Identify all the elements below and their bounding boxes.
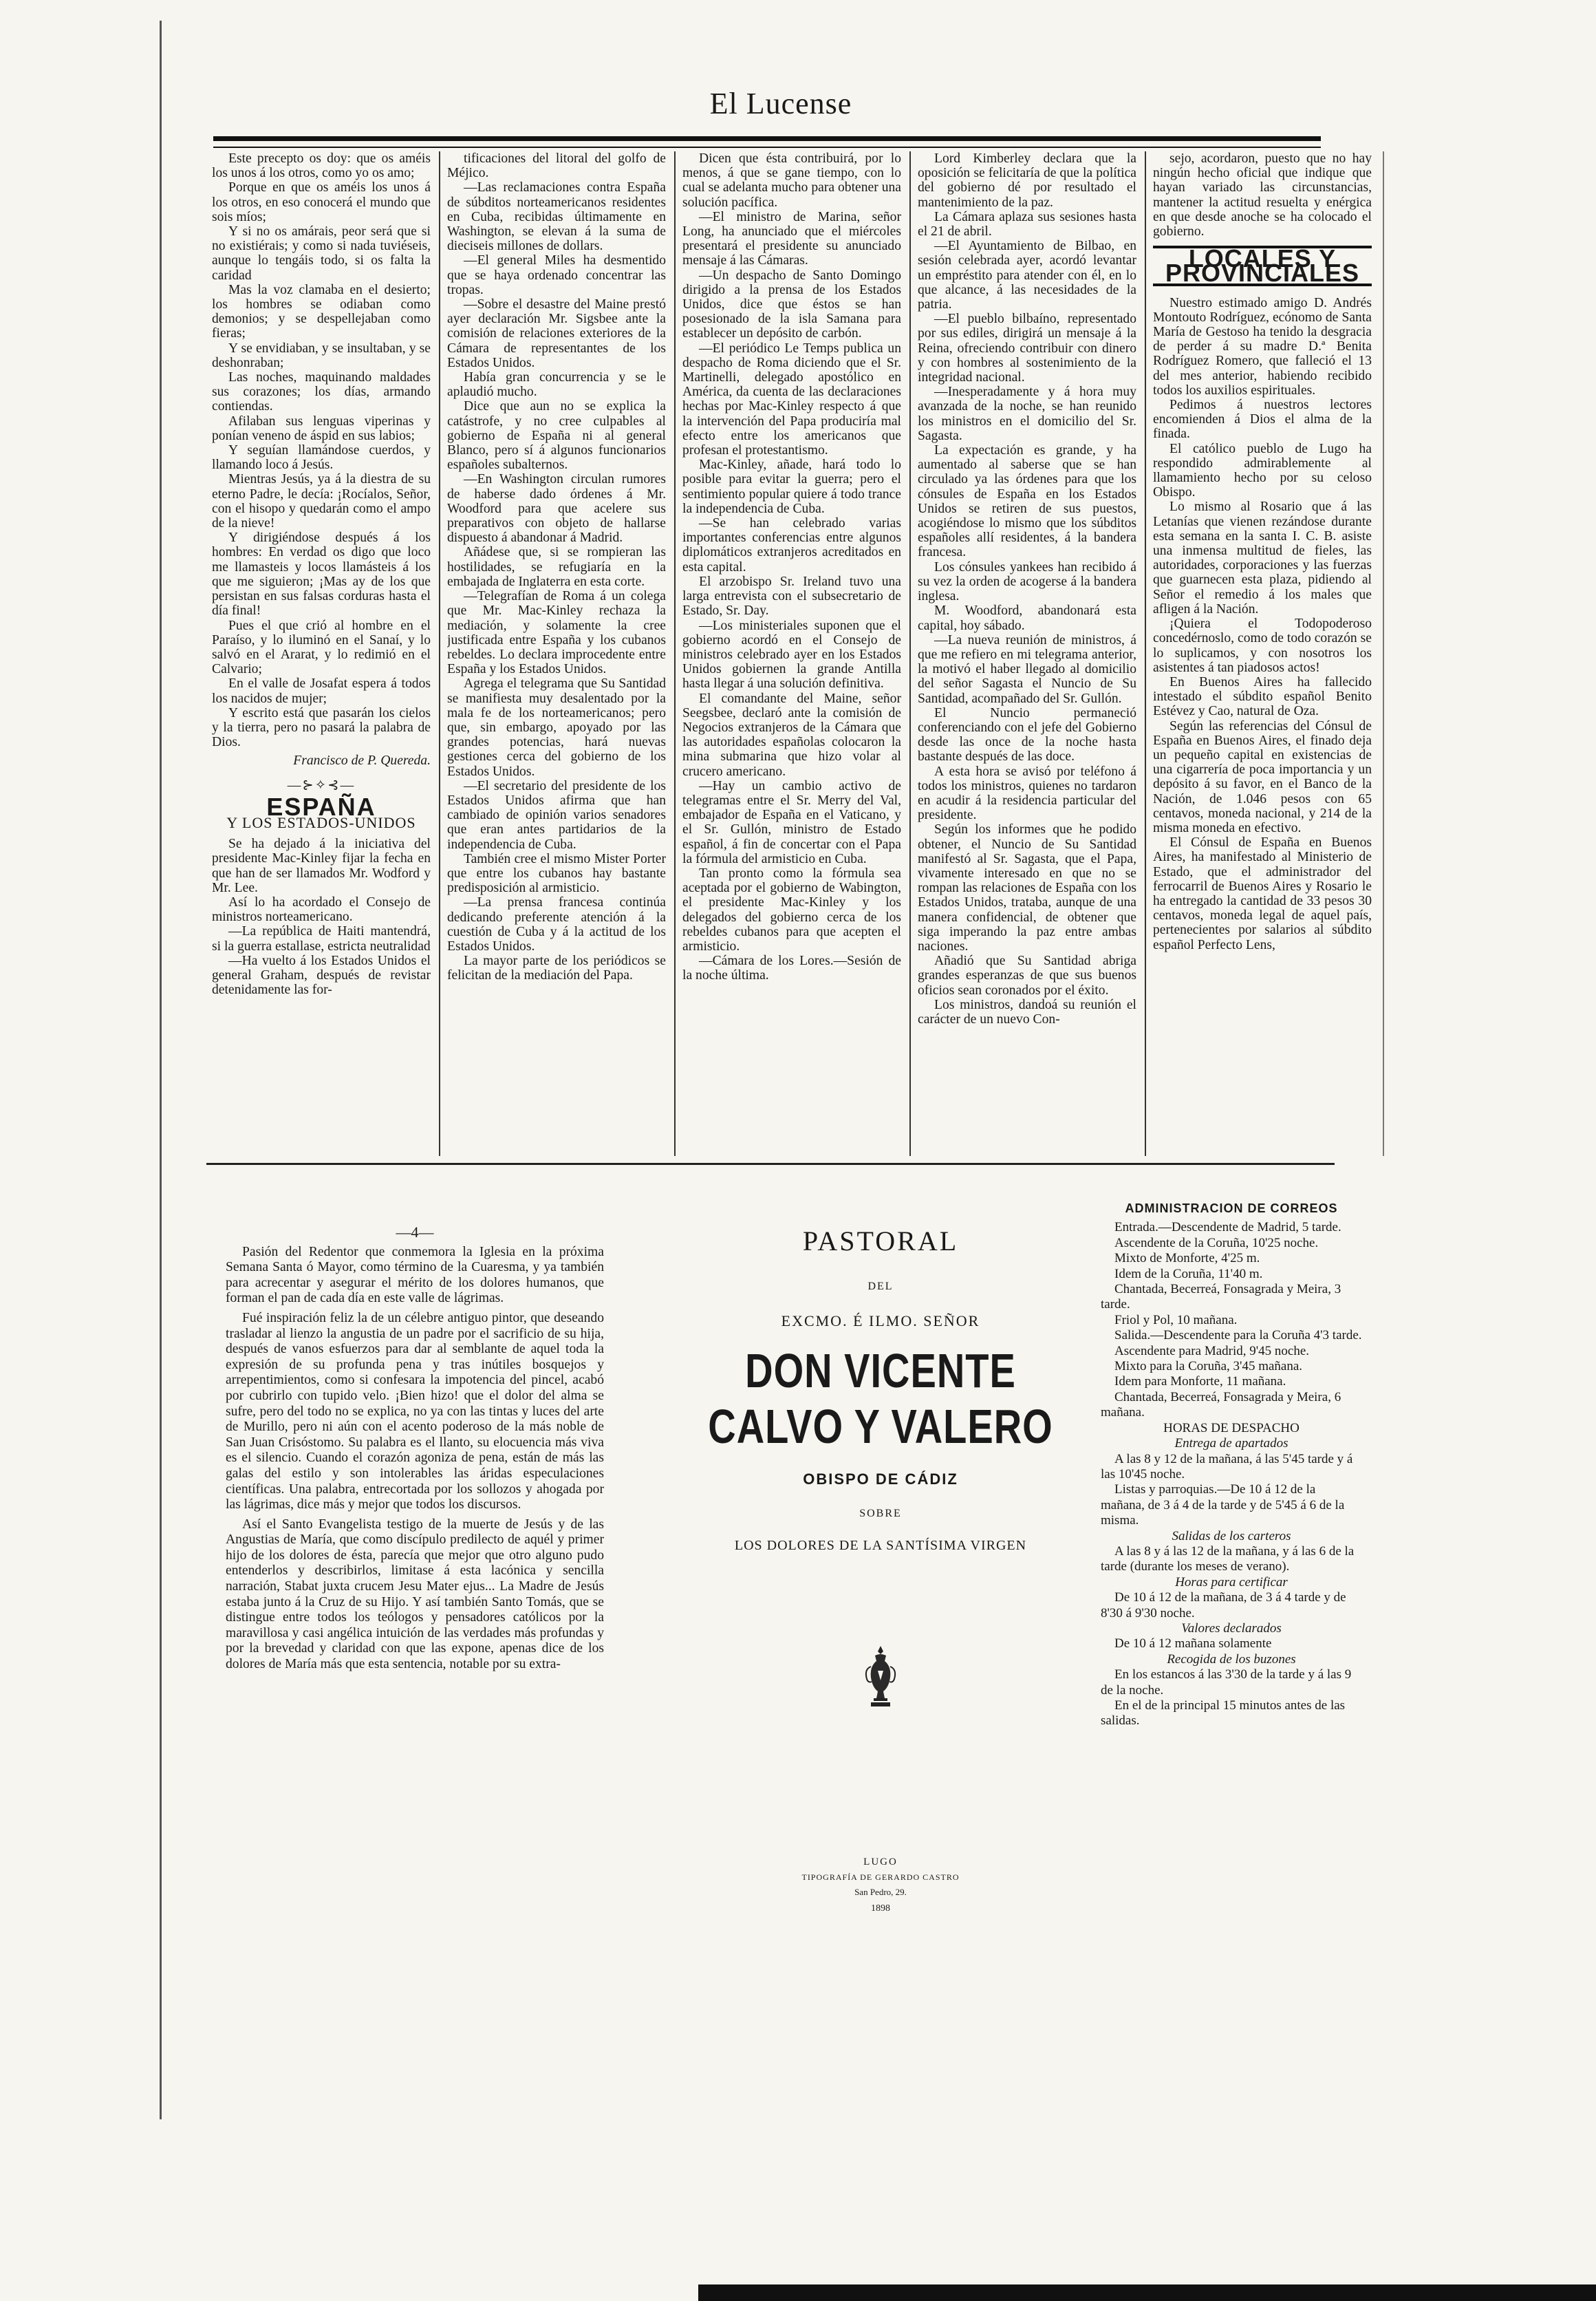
imprint-address: San Pedro, 29.: [854, 1887, 907, 1897]
pastoral-title: PASTORAL: [802, 1226, 959, 1256]
paragraph: En Buenos Aires ha fallecido intestado el súbdito español Benito Estévez y Cao, natural de Oza.: [1153, 674, 1372, 719]
paragraph: Dice que aun no se explica la catástrofe, y no cree culpables al gobierno de España ni al general Blanco, pero sí á algunos funcionarios españoles subalternos.: [447, 399, 666, 473]
paragraph: El Nuncio permaneció conferenciando con el jefe del Gobierno desde las once de la noche hasta bastante después de las doce.: [918, 705, 1136, 764]
schedule-line: A las 8 y 12 de la mañana, á las 5'45 tarde y á las 10'45 noche.: [1101, 1451, 1353, 1481]
paragraph: Las noches, maquinando maldades sus corazones; los días, armando contiendas.: [212, 370, 431, 414]
page-edge-left: [160, 21, 162, 2119]
paragraph: Y se envidiaban, y se insultaban, y se deshonraban;: [212, 341, 431, 370]
paragraph: —La prensa francesa continúa dedicando preferente atención á la cuestión de Cuba y á la actitud de los Estados Unidos.: [447, 895, 666, 954]
pastoral-subject: LOS DOLORES DE LA SANTÍSIMA VIRGEN: [734, 1538, 1027, 1553]
pastoral-bishop: OBISPO DE CÁDIZ: [803, 1470, 958, 1488]
divider-ornament: —⊱✧⊰—: [287, 778, 356, 793]
paragraph: tificaciones del litoral del golfo de Méjico.: [447, 151, 666, 181]
schedule-line: De 10 á 12 mañana solamente: [1114, 1636, 1272, 1651]
column-4-text: [918, 151, 1136, 1027]
paragraph: Añadió que Su Santidad abriga grandes esperanzas de que sus buenos oficios sean coronados por el éxito.: [918, 954, 1136, 998]
paragraph: —La república de Haiti mantendrá, si la guerra estallase, estricta neutralidad: [212, 924, 431, 954]
paragraph: Este precepto os doy: que os améis los unos á los otros, como yo os amo;: [212, 151, 431, 181]
column-divider: [439, 151, 440, 1156]
column-1-text: [212, 151, 431, 749]
schedule-subheading: Salidas de los carteros: [1172, 1528, 1291, 1543]
paragraph: Fué inspiración feliz la de un célebre antiguo pintor, que deseando trasladar al lienzo la angustia de un padre por el sacrificio de su hija, después de vanos esfuerzos para dar al semblante de aquel toda la expresión de su profunda pena y tras inútiles bosquejos y arrepentimientos, como si confesara la impotencia del pincel, acabó por cubrirlo con tupido velo. ¡Bien hizo! que el dolor del alma se sufre, pero del todo no se explica, no ya con las tintas y luces del arte de Murillo, pero ni aún con el acento poderoso de la más noble de San Juan Crisóstomo. Su palabra es el llanto, su elocuencia más viva es el silencio. Cuando el corazón agoniza de pena, están de más las galas del estilo y son intolerables las áridas especulaciones científicas. Una palabra, entrecortada por los sollozos y ahogada por las lágrimas, dice más y mejor que todos los discursos.: [226, 1310, 604, 1512]
paragraph: Añádese que, si se rompieran las hostilidades, se refugiaría en la embajada de Inglaterra en esta corte.: [447, 545, 666, 589]
page-number: —4—: [396, 1223, 434, 1241]
correos-heading: ADMINISTRACION DE CORREOS: [1125, 1201, 1338, 1215]
paragraph: Afilaban sus lenguas viperinas y ponían veneno de áspid en sus labios;: [212, 414, 431, 443]
paragraph: —En Washington circulan rumores de haberse dado órdenes á Mr. Woodford para que acelere sus preparativos con objeto de hallarse dispuesto á abandonar á Madrid.: [447, 472, 666, 546]
paragraph: El comandante del Maine, señor Seegsbee, declaró ante la comisión de Negocios extranjeros de la Cámara que las autoridades españolas colocaron la mina submarina que hizo volar al crucero americano.: [682, 691, 901, 779]
masthead: [206, 86, 1355, 134]
pastoral-body: [226, 1245, 604, 1673]
paragraph: También cree el mismo Mister Porter que entre los cubanos hay bastante predisposición al armisticio.: [447, 851, 666, 896]
paragraph: —La nueva reunión de ministros, á que me refiero en mi telegrama anterior, la motivó el haber llegado al domicilio del señor Sagasta el Nuncio de Su Santidad, acompañado del Sr. Gullón.: [918, 632, 1136, 706]
paragraph: —Las reclamaciones contra España de súbditos norteamericanos residentes en Cuba, recibidas últimamente en Washington, se elevan á la suma de dieciseis millones de dollars.: [447, 180, 666, 254]
paragraph: El católico pueblo de Lugo ha respondido admirablemente al llamamiento hecho por su celoso Obispo.: [1153, 441, 1372, 500]
paragraph: Según los informes que he podido obtener, el Nuncio de Su Santidad manifestó al Sr. Sagasta, que el Papa, vivamente interesado en que no se rompan las relaciones de España con los Estados Unidos, trataba, aunque de una manera confidencial, de obtener que siga imperando la paz entre ambas naciones.: [918, 822, 1136, 954]
schedule-line: En el de la principal 15 minutos antes de las salidas.: [1101, 1698, 1346, 1729]
schedule-line: Chantada, Becerreá, Fonsagrada y Meira, 6 mañana.: [1101, 1389, 1341, 1420]
paragraph: —Ha vuelto á los Estados Unidos el general Graham, después de revistar detenidamente las for-: [212, 953, 431, 998]
section-title-espana: ESPAÑA: [266, 792, 376, 821]
header-rule-thick: [213, 136, 1321, 141]
page-edge-right: [1383, 151, 1384, 1156]
paragraph: Así el Santo Evangelista testigo de la muerte de Jesús y de las Angustias de María, que como discípulo predilecto de aquél y primer hijo de los dolores de ésta, parecía que mejor que otro alguno pudo entenderlos y describirlos, limitase á esta lacónica y sencilla narración, Stabat juxta crucem Jesu Mater ejus... La Madre de Jesús estaba junto á la Cruz de su Hijo. Y así también Santo Tomás, que se distingue entre todos los teólogos y pensadores católicos por la maravillosa y casi angélica intuición de las verdades más profundas y por la brevedad y claridad con que las expone, apenas dice de los dolores de María más que esta sentencia, notable por su extra-: [226, 1517, 604, 1672]
schedule-line: Friol y Pol, 10 mañana.: [1114, 1312, 1238, 1327]
paragraph: Lo mismo al Rosario que á las Letanías que vienen rezándose durante esta semana en la santa I. C. B. asiste una inmensa multitud de fieles, las autoridades, corporaciones y las fuerzas que guarnecen esta plaza, pidiendo al Señor el remedio á los males que afligen á la Nación.: [1153, 500, 1372, 617]
schedule-subheading: Valores declarados: [1181, 1620, 1282, 1636]
paragraph: —Los ministeriales suponen que el gobierno acordó en el Consejo de ministros celebrado ayer en los Estados Unidos gobiernen la grande Antilla hasta llegar á una solución definitiva.: [682, 618, 901, 692]
section-subtitle: Y LOS ESTADOS-UNIDOS: [226, 813, 416, 831]
paragraph: Nuestro estimado amigo D. Andrés Montouto Rodríguez, ecónomo de Santa María de Gestoso ha tenido la desgracia de perder á su madre D.ª Benita Rodríguez Romero, que falleció el 13 del mes anterior, habiendo recibido todos los auxilios espirituales.: [1153, 295, 1372, 398]
paragraph: El Cónsul de España en Buenos Aires, ha manifestado al Ministerio de Estado, que el administrador del ferrocarril de Buenos Aires y Rosario le ha entregado la cantidad de 33 pesos 30 centavos, moneda legal de aquel país, pertenecientes por salarios al súbdito español Perfecto Lens,: [1153, 835, 1372, 952]
pastoral-cover: [688, 1218, 1073, 1914]
imprint-city: LUGO: [863, 1856, 898, 1867]
imprint-year: 1898: [871, 1903, 890, 1914]
paragraph: Y si no os amárais, peor será que si no existiérais; y como si nada tuviéseis, aunque lo tengáis todo, si os falta la caridad: [212, 224, 431, 283]
newspaper-title: El Lucense: [709, 87, 852, 120]
paragraph: ¡Quiera el Todopoderoso concedérnoslo, como de todo corazón se lo suplicamos, y con nosotros los asistentes á tan piadosos actos!: [1153, 617, 1372, 675]
schedule-line: Ascendente de la Coruña, 10'25 noche.: [1114, 1235, 1319, 1250]
article-signature: Francisco de P. Quereda.: [293, 753, 431, 769]
paragraph: —El general Miles ha desmentido que se haya ordenado concentrar las tropas.: [447, 253, 666, 297]
column-divider: [674, 151, 676, 1156]
pastoral-rank: EXCMO. É ILMO. SEÑOR: [781, 1312, 980, 1329]
paragraph: Los cónsules yankees han recibido á su vez la orden de acogerse á la bandera inglesa.: [918, 559, 1136, 604]
paragraph: Agrega el telegrama que Su Santidad se manifiesta muy desalentado por la mala fe de los norteamericanos; pero que, sin embargo, apoyado por las grandes potencias, hará nuevas gestiones cerca del gobierno de los Estados Unidos.: [447, 676, 666, 779]
vase-emblem-icon: [860, 1643, 901, 1712]
section-title-locales: LOCALES Y PROVINCIALES: [1153, 246, 1372, 286]
schedule-line: Entrada.—Descendente de Madrid, 5 tarde.: [1114, 1220, 1341, 1235]
column-2: [447, 151, 666, 1156]
schedule-subheading: Horas para certificar: [1175, 1574, 1288, 1590]
schedule-line: A las 8 y á las 12 de la mañana, y á las 6 de la tarde (durante los meses de verano).: [1101, 1543, 1355, 1574]
column-5-text: [1153, 151, 1372, 239]
paragraph: Y seguían llamándose cuerdos, y llamando loco á Jesús.: [212, 443, 431, 473]
paragraph: La expectación es grande, y ha aumentado al saberse que se han circulado ya las órdenes para que los cónsules de España en los Estados Unidos se retiren de sus puestos, acogiéndose lo mismo que los súbditos españoles allí residentes, á la bandera francesa.: [918, 443, 1136, 560]
pastoral-sobre: SOBRE: [859, 1508, 902, 1519]
paragraph: Mientras Jesús, ya á la diestra de su eterno Padre, le decía: ¡Rocíalos, Señor, con el hisopo y quedarán como el ampo de la nieve!: [212, 472, 431, 531]
column-2-text: [447, 151, 666, 983]
section-separator-rule: [206, 1163, 1335, 1165]
paragraph: El arzobispo Sr. Ireland tuvo una larga entrevista con el subsecretario de Estado, Sr. Day.: [682, 574, 901, 619]
paragraph: La Cámara aplaza sus sesiones hasta el 21 de abril.: [918, 209, 1136, 239]
paragraph: —Cámara de los Lores.—Sesión de la noche última.: [682, 954, 901, 983]
paragraph: —Sobre el desastre del Maine prestó ayer declaración Mr. Sigsbee ante la comisión de relaciones exteriores de la Cámara de representantes de los Estados Unidos.: [447, 297, 666, 370]
paragraph: A esta hora se avisó por teléfono á todos los ministros, quienes no tardaron en acudir á la residencia particular del presidente.: [918, 764, 1136, 823]
paragraph: sejo, acordaron, puesto que no hay ningún hecho oficial que indique que hayan variado las circunstancias, mantener la actitud resuelta y enérgica en que desde anoche se ha colocado el gobierno.: [1153, 151, 1372, 239]
schedule-line: Ascendente para Madrid, 9'45 noche.: [1114, 1343, 1310, 1358]
paragraph: —El secretario del presidente de los Estados Unidos afirma que han cambiado de opinión varios senadores que eran antes partidarios de la independencia de Cuba.: [447, 778, 666, 852]
paragraph: —El Ayuntamiento de Bilbao, en sesión celebrada ayer, acordó levantar un empréstito para atender con él, en lo que alcance, á las necesidades de la patria.: [918, 239, 1136, 312]
paragraph: La mayor parte de los periódicos se felicitan de la mediación del Papa.: [447, 954, 666, 983]
paragraph: Dicen que ésta contribuirá, por lo menos, á que se gane tiempo, con lo cual se adelanta mucho para obtener una solución pacífica.: [682, 151, 901, 210]
paragraph: Los ministros, dandoá su reunión el carácter de un nuevo Con-: [918, 997, 1136, 1027]
paragraph: Tan pronto como la fórmula sea aceptada por el gobierno de Wabington, el presidente Mac-Kinley y los delegados del gobierno cerca de los rebeldes cubanos para que acepten el armisticio.: [682, 866, 901, 954]
schedule-line: En los estancos á las 3'30 de la tarde y á las 9 de la noche.: [1101, 1667, 1352, 1698]
column-divider: [1145, 151, 1146, 1156]
column-3-text: [682, 151, 901, 983]
paragraph: M. Woodford, abandonará esta capital, hoy sábado.: [918, 603, 1136, 633]
schedule-line: Idem de la Coruña, 11'40 m.: [1114, 1266, 1263, 1281]
schedule-line: Idem para Monforte, 11 mañana.: [1114, 1374, 1286, 1389]
paragraph: Pues el que crió al hombre en el Paraíso, y lo iluminó en el Sanaí, y lo salvó en el Ararat, y lo redimió en el Calvario;: [212, 618, 431, 677]
paragraph: Mas la voz clamaba en el desierto; los hombres se odiaban como demonios; y se despellejaban como fieras;: [212, 282, 431, 341]
schedule-line: Mixto para la Coruña, 3'45 mañana.: [1114, 1359, 1303, 1374]
paragraph: Porque en que os améis los unos á los otros, en eso conocerá el mundo que sois míos;: [212, 180, 431, 224]
paragraph: Según las referencias del Cónsul de España en Buenos Aires, el finado deja un pequeño capital en existencias de una cigarrería de poca importancia y un depósito á su favor, en el Banco de la Nación, de 1.046 pesos con 65 centavos, moneda nacional, y 214 de la misma moneda en efectivo.: [1153, 718, 1372, 835]
schedule-line: Mixto de Monforte, 4'25 m.: [1114, 1251, 1260, 1266]
section-locales-text: [1153, 296, 1372, 952]
schedule-subheading: Entrega de apartados: [1174, 1436, 1288, 1451]
paragraph: Pasión del Redentor que conmemora la Iglesia en la próxima Semana Santa ó Mayor, como término de la Cuaresma, y ya también para acrecentar y asegurar el mérito de los dolores humanos, que forman el pan de cada día en este valle de lágrimas.: [226, 1244, 604, 1306]
paragraph: —El pueblo bilbaíno, representado por sus ediles, dirigirá un mensaje á la Reina, ofreciendo contribuir con dinero y con hombres al sostenimiento de la integridad nacional.: [918, 312, 1136, 385]
upper-columns: [212, 151, 1372, 1156]
column-5: [1153, 151, 1372, 1156]
schedule-line: De 10 á 12 de la mañana, de 3 á 4 tarde y de 8'30 á 9'30 noche.: [1101, 1590, 1346, 1620]
correos-lines: [1101, 1220, 1362, 1420]
paragraph: —Un despacho de Santo Domingo dirigido a la prensa de los Estados Unidos, dice que éstos se han posesionado de la isla Samana para establecer un depósito de carbón.: [682, 268, 901, 341]
paragraph: Lord Kimberley declara que la oposición se felicitaría de que la política del gobierno dé por resultado el mantenimiento de la paz.: [918, 151, 1136, 210]
paragraph: Mac-Kinley, añade, hará todo lo posible para evitar la guerra; pero el sentimiento popular quiere á todo trance la independencia de Cuba.: [682, 458, 901, 516]
paragraph: En el valle de Josafat espera á todos los nacidos de mujer;: [212, 676, 431, 706]
column-1: [212, 151, 431, 1156]
schedule-line: Chantada, Becerreá, Fonsagrada y Meira, 3 tarde.: [1101, 1282, 1341, 1312]
paragraph: Había gran concurrencia y se le aplaudió mucho.: [447, 370, 666, 400]
paragraph: —Se han celebrado varias importantes conferencias entre algunos diplomáticos extranjeros acreditados en esta capital.: [682, 516, 901, 575]
correos-schedule: [1101, 1201, 1362, 1729]
paragraph: Y dirigiéndose después á los hombres: En verdad os digo que loco me llamasteis y locos llamásteis á los que me siguieron; ¡Mas ay de los que persistan en sus falsas corduras hasta el día final!: [212, 531, 431, 619]
page-edge-bottom: [698, 2284, 1596, 2301]
pastoral-page-text: [226, 1225, 604, 1677]
schedule-line: Salida.—Descendente para la Coruña 4'3 tarde.: [1114, 1328, 1362, 1343]
header-rule-thin: [213, 147, 1321, 148]
pastoral-del: DEL: [867, 1281, 894, 1292]
section-espana-text: [212, 837, 431, 997]
paragraph: —El periódico Le Temps publica un despacho de Roma diciendo que el Sr. Martinelli, delegado apostólico en América, da cuenta de las declaraciones hechas por Mac-Kinley respecto á que la intervención del Papa produciría mal efecto entre los americanos que profesan el protestantismo.: [682, 341, 901, 458]
schedule-line: Listas y parroquias.—De 10 á 12 de la mañana, de 3 á 4 de la tarde y de 5'45 á 6 de la misma.: [1101, 1482, 1345, 1528]
paragraph: Se ha dejado á la iniciativa del presidente Mac-Kinley fijar la fecha en que han de ser llamados Mr. Wodford y Mr. Lee.: [212, 837, 431, 895]
schedule-subheading: Recogida de los buzones: [1167, 1651, 1296, 1667]
hours-title: HORAS DE DESPACHO: [1163, 1420, 1300, 1435]
paragraph: Y escrito está que pasarán los cielos y la tierra, pero no pasará la palabra de Dios.: [212, 705, 431, 750]
column-4: [918, 151, 1136, 1156]
column-3: [682, 151, 901, 1156]
imprint-press: TIPOGRAFÍA DE GERARDO CASTRO: [801, 1872, 960, 1882]
paragraph: Así lo ha acordado el Consejo de ministros norteamericano.: [212, 895, 431, 925]
column-divider: [909, 151, 911, 1156]
correos-hours: [1101, 1436, 1362, 1729]
pastoral-author-name: DON VICENTE CALVO Y VALERO: [708, 1343, 1053, 1453]
paragraph: —Inesperadamente y á hora muy avanzada de la noche, se han reunido los ministros en el domicilio del Sr. Sagasta.: [918, 385, 1136, 443]
paragraph: Pedimos á nuestros lectores encomienden á Dios el alma de la finada.: [1153, 398, 1372, 442]
paragraph: —Telegrafían de Roma á un colega que Mr. Mac-Kinley rechaza la mediación, y solamente la cree justificada entre España y los cubanos rebeldes. Lo declara improcedente entre España y los Estados Unidos.: [447, 589, 666, 677]
paragraph: —Hay un cambio activo de telegramas entre el Sr. Merry del Val, embajador de España en el Vaticano, y el Sr. Gullón, ministro de Estado español, á fin de concertar con el Papa la fórmula del armisticio en Cuba.: [682, 778, 901, 866]
paragraph: —El ministro de Marina, señor Long, ha anunciado que el miércoles presentará el presidente su anunciado mensaje á las Cámaras.: [682, 209, 901, 268]
